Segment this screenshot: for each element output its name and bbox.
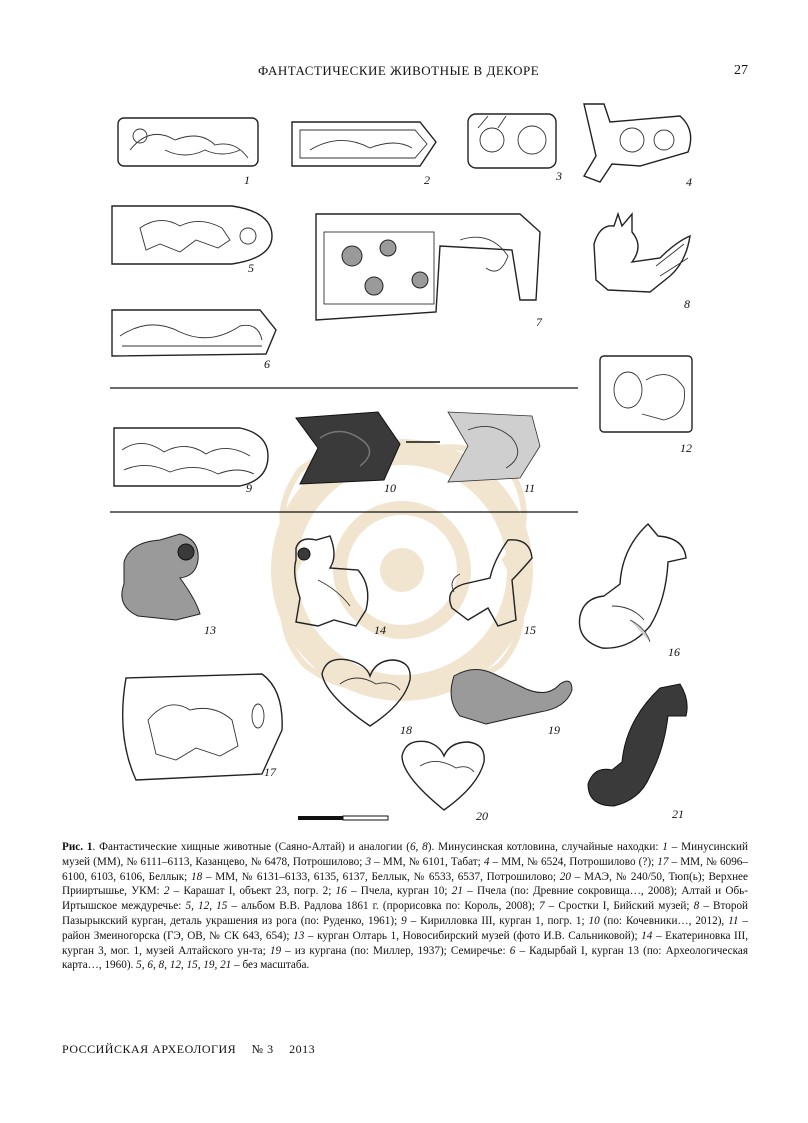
running-title: ФАНТАСТИЧЕСКИЕ ЖИВОТНЫЕ В ДЕКОРЕ bbox=[258, 63, 540, 78]
figure-number: 1 bbox=[244, 173, 250, 187]
artifact-13-photo bbox=[122, 534, 200, 620]
caption-text: – МАЭ, № 240/50, Тюп(ь); Верхнее Прииртышье, УКМ: bbox=[62, 870, 748, 898]
artifact-6 bbox=[112, 310, 276, 356]
caption-figure-ref: 18 bbox=[190, 870, 203, 883]
figure-caption bbox=[62, 840, 748, 973]
page-number: 27 bbox=[734, 63, 748, 78]
artifact-19 bbox=[451, 669, 572, 724]
artifact-5 bbox=[112, 206, 272, 264]
figure-number: 3 bbox=[556, 169, 562, 183]
caption-text: – ММ, № 6096–6100, 6103, 6106, Беллык; bbox=[62, 855, 748, 883]
caption-label: Рис. 1 bbox=[62, 841, 93, 853]
caption-figure-ref: 11 bbox=[728, 914, 739, 927]
caption-figure-ref: 3 bbox=[365, 855, 372, 868]
caption-text: – Сростки I, Бийский музей; bbox=[544, 900, 694, 913]
caption-text: – ММ, № 6524, Потрошилово (?); bbox=[489, 855, 658, 868]
caption-figure-ref: 1 bbox=[662, 841, 668, 853]
caption-text: – курган Олтарь 1, Новосибирский музей (фото И.В. Сальниковой); bbox=[304, 929, 642, 942]
caption-figure-ref: 6, 8 bbox=[409, 841, 428, 853]
figure-number: 5 bbox=[248, 261, 254, 275]
caption-body bbox=[62, 841, 748, 971]
caption-figure-ref: 4 bbox=[483, 855, 490, 868]
artifact-4 bbox=[584, 104, 691, 182]
caption-figure-ref: 10 bbox=[588, 914, 600, 927]
journal-name: РОССИЙСКАЯ АРХЕОЛОГИЯ bbox=[62, 1042, 237, 1056]
caption-figure-ref: 20 bbox=[559, 870, 571, 883]
caption-text: – без масштаба. bbox=[231, 959, 310, 972]
figure-number: 8 bbox=[684, 297, 690, 311]
artifact-7 bbox=[316, 214, 540, 320]
figure-number: 12 bbox=[680, 441, 692, 455]
artifact-9 bbox=[114, 428, 268, 486]
caption-figure-ref: 2 bbox=[163, 885, 170, 898]
caption-text: – Кадырбай I, курган 13 (по: Археологическая карта…, 1960). bbox=[62, 944, 748, 972]
caption-text: – альбом В.В. Радлова 1861 г. (прорисовка по: Король, 2008); bbox=[227, 900, 539, 913]
caption-text: – Кирилловка III, курган 1, погр. 1; bbox=[406, 914, 589, 927]
caption-figure-ref: 9 bbox=[401, 914, 407, 927]
artifact-2 bbox=[292, 122, 436, 166]
artifact-3 bbox=[468, 114, 556, 168]
caption-text: – Пчела, курган 10; bbox=[346, 885, 452, 898]
artifact-16 bbox=[579, 524, 686, 648]
caption-figure-ref: 6 bbox=[509, 944, 516, 957]
caption-text: – ММ, № 6131–6133, 6135, 6137, Беллык, № 6533, 6537, Потрошилово; bbox=[202, 870, 560, 883]
figure-number: 10 bbox=[384, 481, 396, 495]
issue-number: № 3 bbox=[251, 1042, 274, 1056]
caption-text: – Второй Пазырыкский курган, деталь украшения из рога (по: Руденко, 1961); bbox=[62, 900, 749, 927]
caption-text: – Екатериновка III, курган 3, мог. 1, музей Алтайского ун-та; bbox=[62, 929, 749, 957]
figure-number: 4 bbox=[686, 175, 692, 189]
artifact-8 bbox=[594, 214, 690, 292]
artifact-17 bbox=[123, 674, 283, 780]
caption-text: – ММ, № 6101, Табат; bbox=[371, 855, 484, 868]
caption-figure-ref: 17 bbox=[657, 855, 669, 868]
caption-figure-ref: 16 bbox=[335, 885, 347, 898]
artifact-12 bbox=[600, 356, 692, 432]
figure-number: 17 bbox=[264, 765, 276, 779]
caption-figure-ref: 5, 12, 15 bbox=[185, 900, 228, 913]
caption-figure-ref: 19 bbox=[269, 944, 282, 957]
caption-text: – район Змеиногорска (ГЭ, ОВ, № СК 643, 654); bbox=[62, 914, 749, 942]
figure-number: 20 bbox=[476, 809, 488, 823]
figure-number: 14 bbox=[374, 623, 386, 637]
figure-number: 7 bbox=[536, 315, 542, 329]
caption-figure-ref: 5, 6, 8, 12, 15, 19, 21 bbox=[136, 959, 232, 972]
figure-number: 19 bbox=[548, 723, 560, 737]
figure-number: 6 bbox=[264, 357, 270, 371]
figure-number: 11 bbox=[524, 481, 536, 495]
caption-text: ). Минусинская котловина, случайные находки: bbox=[427, 841, 663, 853]
figure-number: 18 bbox=[400, 723, 412, 737]
caption-text: – Карашат I, объект 23, погр. 2; bbox=[169, 885, 336, 898]
artifact-20 bbox=[402, 741, 484, 810]
running-footer bbox=[62, 1042, 327, 1057]
caption-figure-ref: 7 bbox=[538, 900, 545, 913]
artifact-21-photo bbox=[588, 684, 687, 806]
caption-figure-ref: 8 bbox=[693, 900, 700, 913]
scale-bar bbox=[298, 816, 388, 820]
caption-figure-ref: 13 bbox=[293, 929, 305, 942]
caption-text: – Пчела (по: Древние сокровища…, 2008); Алтай и Обь-Иртышское междуречье: bbox=[62, 885, 748, 913]
figure-number: 2 bbox=[424, 173, 430, 187]
figure-number: 16 bbox=[668, 645, 680, 659]
figure-number: 9 bbox=[246, 481, 252, 495]
caption-text: . Фантастические хищные животные (Саяно-Алтай) и аналогии ( bbox=[92, 841, 410, 853]
figure-number: 13 bbox=[204, 623, 216, 637]
publication-year: 2013 bbox=[289, 1042, 316, 1056]
caption-figure-ref: 21 bbox=[451, 885, 463, 898]
caption-figure-ref: 14 bbox=[641, 929, 653, 942]
caption-text: (по: Кочевники…, 2012), bbox=[599, 914, 729, 927]
figure-number: 21 bbox=[672, 807, 684, 821]
figure-number: 15 bbox=[524, 623, 536, 637]
caption-text: – Минусинский музей (ММ), № 6111–6113, Казанцево, № 6478, Потрошилово; bbox=[62, 841, 748, 868]
caption-text: – из кургана (по: Миллер, 1937); Семиречье: bbox=[281, 944, 510, 957]
artifact-1 bbox=[118, 118, 258, 166]
